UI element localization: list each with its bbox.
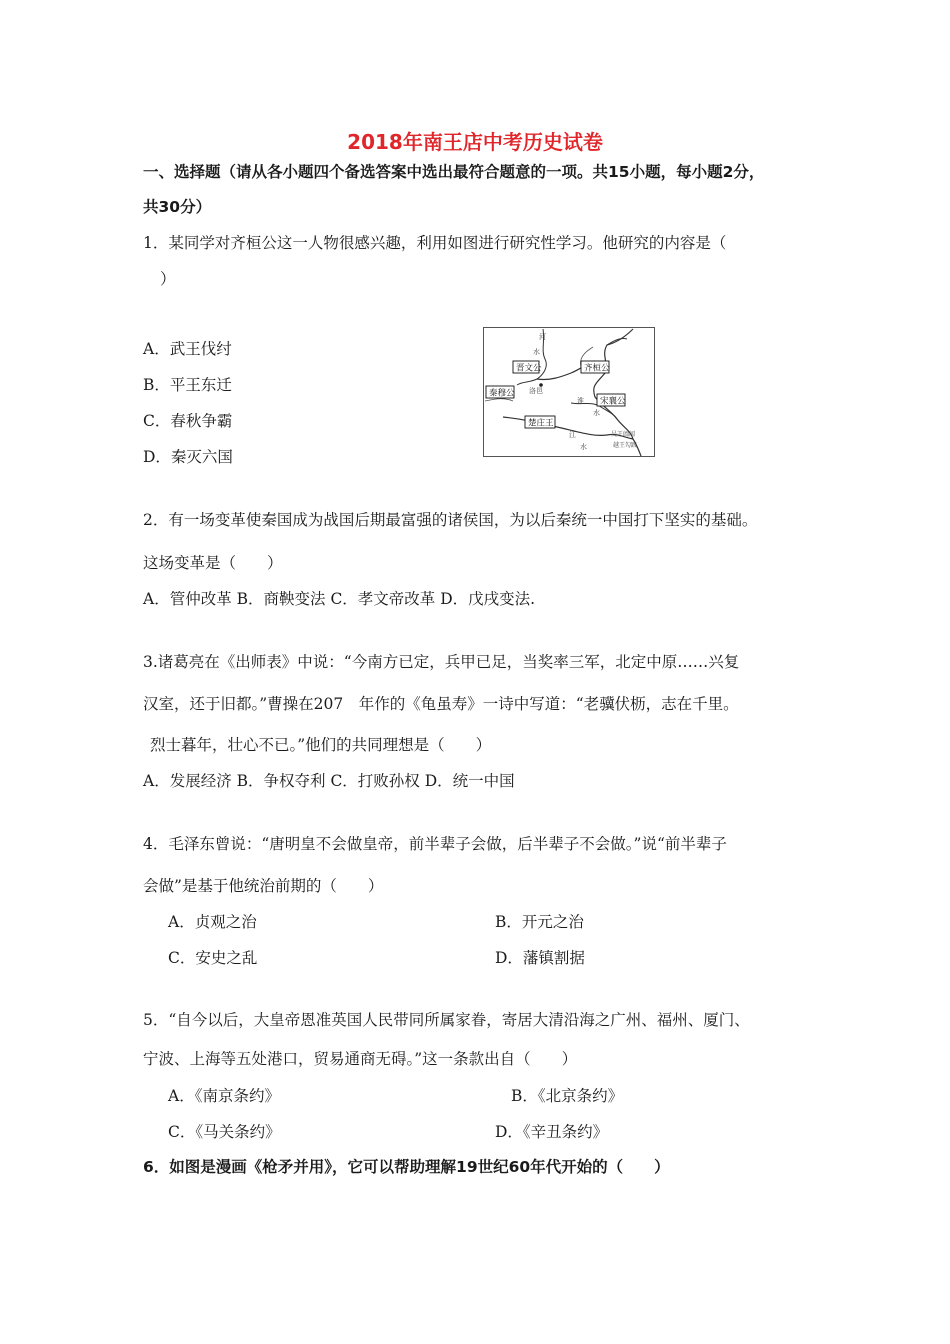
question-1-stem-line-2: ） <box>160 270 176 288</box>
question-5-option-b: B．《北京条约》 <box>511 1087 624 1105</box>
map-label-qin: 秦穆公 <box>489 388 515 399</box>
question-1-stem-line-1: 1．某同学对齐桓公这一人物很感兴趣，利用如图进行研究性学习。他研究的内容是（ <box>143 234 727 252</box>
question-1-option-d: D．秦灭六国 <box>143 448 233 466</box>
map-note-he-shui: 水 <box>533 348 540 356</box>
question-1-option-c: C．春秋争霸 <box>143 412 233 430</box>
map-label-jin: 晋文公 <box>516 363 542 374</box>
question-2-stem-line-1: 2．有一场变革使秦国成为战国后期最富强的诸侯国，为以后秦统一中国打下坚实的基础。 <box>143 511 758 529</box>
section-heading-line-1: 一、选择题（请从各小题四个备选答案中选出最符合题意的一项。共15小题，每小题2分， <box>143 163 765 181</box>
question-5-option-a: A．《南京条约》 <box>168 1087 280 1105</box>
map-label-chu: 楚庄王 <box>528 418 554 429</box>
page-title: 2018年南王店中考历史试卷 <box>347 130 603 154</box>
map-note-jiang: 江 <box>569 431 576 439</box>
map-note-he: 河 <box>539 333 546 341</box>
question-4-option-b: B．开元之治 <box>495 913 584 931</box>
map-note-huai-shui: 水 <box>593 409 600 417</box>
question-4-option-d: D．藩镇割据 <box>495 949 585 967</box>
section-heading-line-2: 共30分） <box>143 198 212 216</box>
map-note-luoyi: 洛邑 <box>529 387 543 395</box>
question-4-option-a: A．贞观之治 <box>168 913 257 931</box>
spring-autumn-map <box>483 327 655 457</box>
question-1-option-b: B．平王东迁 <box>143 376 232 394</box>
question-2-stem-line-2: 这场变革是（ ） <box>143 554 283 572</box>
question-6-stem-line-1: 6．如图是漫画《枪矛并用》，它可以帮助理解19世纪60年代开始的（ ） <box>143 1158 670 1176</box>
map-note-jiang-shui: 水 <box>580 443 587 451</box>
question-5-option-c: C．《马关条约》 <box>168 1123 281 1141</box>
map-note-wu: 吴王阖闾 <box>611 431 636 438</box>
question-5-stem-line-1: 5．“自今以后，大皇帝恩准英国人民带同所属家眷，寄居大清沿海之广州、福州、厦门、 <box>143 1011 750 1029</box>
question-4-option-c: C．安史之乱 <box>168 949 258 967</box>
question-1-option-a: A．武王伐纣 <box>143 340 232 358</box>
question-5-option-d: D．《辛丑条约》 <box>495 1123 609 1141</box>
question-3-stem-line-2: 汉室，还于旧都。”曹操在207 年作的《龟虽寿》一诗中写道：“老骥伏枥，志在千里。 <box>143 695 739 713</box>
question-3-stem-line-3: 烈士暮年，壮心不已。”他们的共同理想是（ ） <box>150 736 492 754</box>
question-4-stem-line-2: 会做”是基于他统治前期的（ ） <box>143 877 384 895</box>
question-2-options: A．管仲改革 B．商鞅变法 C．孝文帝改革 D．戊戌变法. <box>143 590 536 608</box>
question-3-stem-line-1: 3.诸葛亮在《出师表》中说：“今南方已定，兵甲已足，当奖率三军，北定中原……兴复 <box>143 653 740 671</box>
question-5-stem-line-2: 宁波、上海等五处港口，贸易通商无碍。”这一条款出自（ ） <box>143 1050 578 1068</box>
question-3-options: A．发展经济 B．争权夺利 C．打败孙权 D．统一中国 <box>143 772 515 790</box>
map-note-yue: 越王勾践 <box>613 442 638 449</box>
question-4-stem-line-1: 4．毛泽东曾说：“唐明皇不会做皇帝，前半辈子会做，后半辈子不会做。”说“前半辈子 <box>143 835 727 853</box>
map-label-song: 宋襄公 <box>600 396 626 407</box>
map-label-qi: 齐桓公 <box>584 363 610 374</box>
map-note-huai: 淮 <box>577 397 584 405</box>
